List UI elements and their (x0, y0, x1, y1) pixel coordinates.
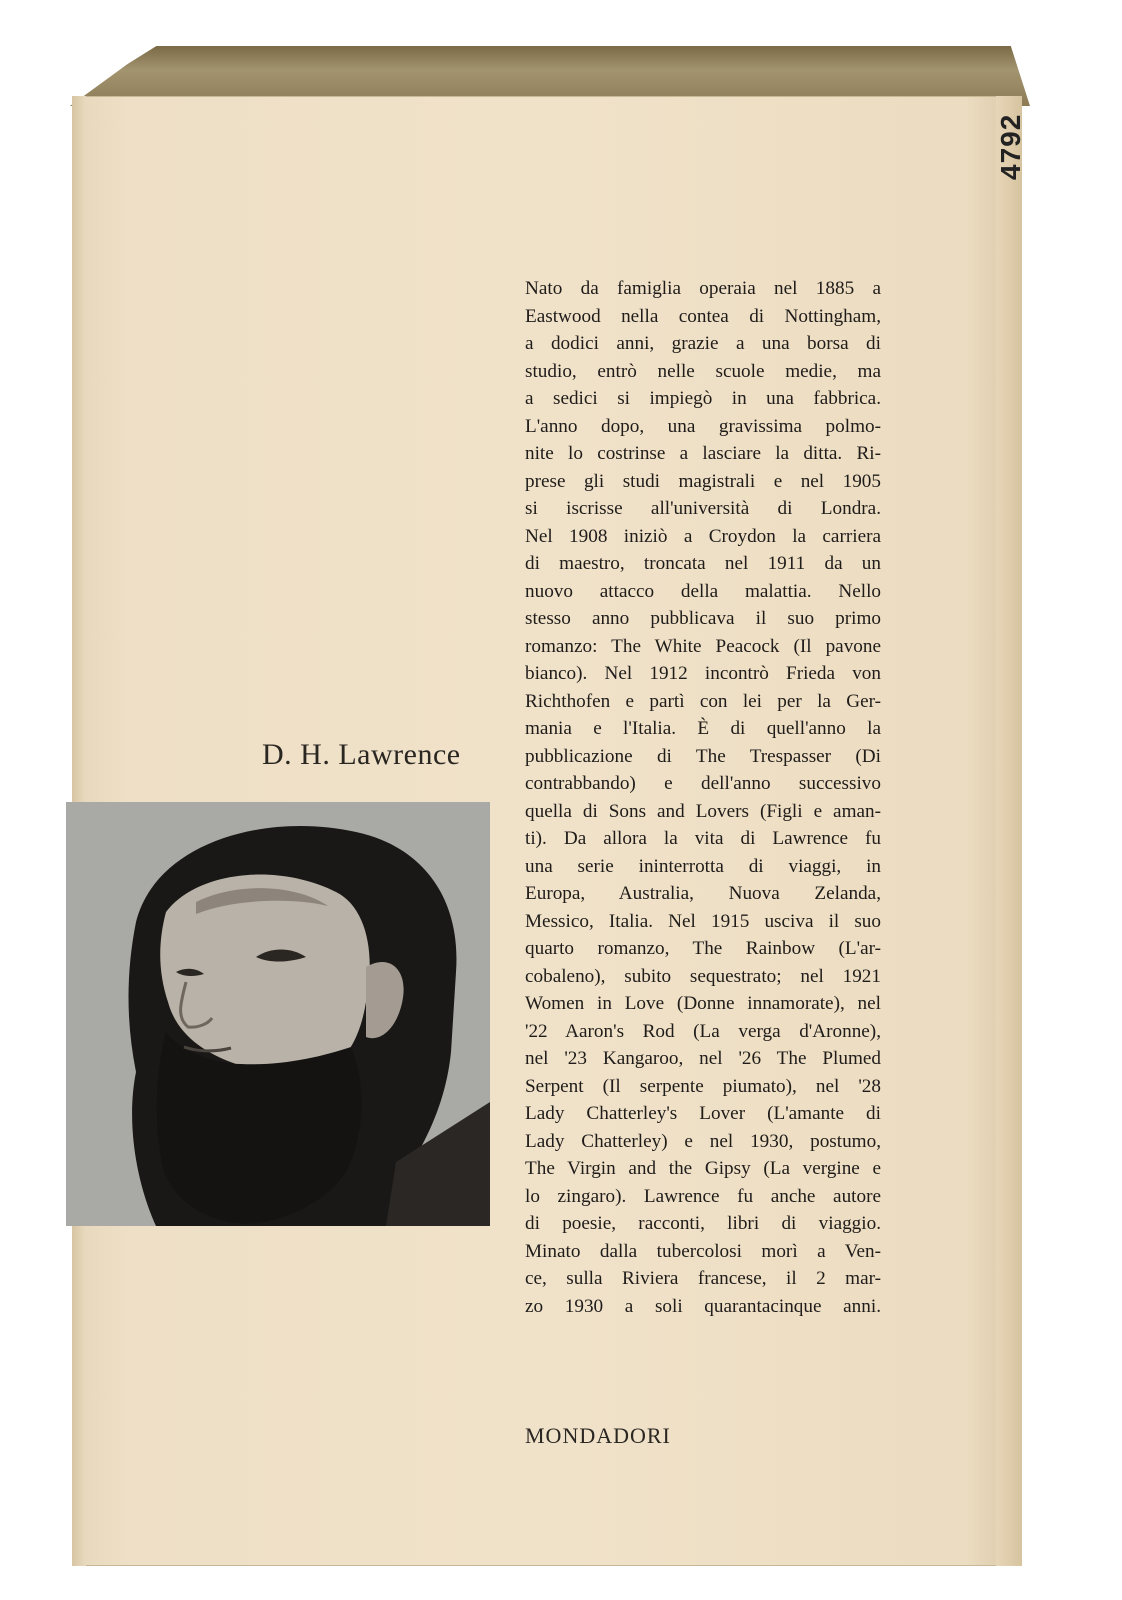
bio-line: Nato da famiglia operaia nel 1885 a (525, 278, 881, 299)
bio-line: quella di Sons and Lovers (Figli e aman- (525, 800, 881, 822)
bio-line: nel '23 Kangaroo, nel '26 The Plumed (525, 1048, 881, 1069)
bio-line: contrabbando) e dell'anno successivo (525, 773, 881, 794)
bio-line: Women in Love (Donne innamorate), nel (525, 993, 881, 1014)
bio-line: Minato dalla tubercolosi morì a Ven- (525, 1240, 881, 1262)
bio-line: Messico, Italia. Nel 1915 usciva il suo (525, 910, 881, 932)
spine-strip (996, 96, 1022, 1566)
bio-line: '22 Aaron's Rod (La verga d'Aronne), (525, 1020, 881, 1042)
bio-line: ti). Da allora la vita di Lawrence fu (525, 828, 881, 849)
bio-line: The Virgin and the Gipsy (La vergine e (525, 1158, 881, 1179)
publisher-name: MONDADORI (525, 1423, 671, 1448)
bio-line: bianco). Nel 1912 incontrò Frieda von (525, 663, 881, 684)
bio-line: Nel 1908 iniziò a Croydon la carriera (525, 525, 881, 547)
bio-line: prese gli studi magistrali e nel 1905 (525, 470, 881, 492)
portrait-icon (66, 802, 490, 1226)
bio-line: lo zingaro). Lawrence fu anche autore (525, 1185, 881, 1207)
bio-line: Lady Chatterley's Lover (L'amante di (525, 1103, 881, 1124)
bio-line: Europa, Australia, Nuova Zelanda, (525, 883, 881, 904)
bio-line: di maestro, troncata nel 1911 da un (525, 553, 881, 574)
author-name: D. H. Lawrence (262, 738, 461, 771)
bio-line: Eastwood nella contea di Nottingham, (525, 305, 881, 327)
bio-line: romanzo: The White Peacock (Il pavone (525, 635, 881, 657)
bio-line: di poesie, racconti, libri di viaggio. (525, 1213, 881, 1234)
bio-line: una serie ininterrotta di viaggi, in (525, 855, 881, 877)
bio-line: si iscrisse all'università di Londra. (525, 498, 881, 519)
bio-line: stesso anno pubblicava il suo primo (525, 608, 881, 629)
bio-line: nite lo costrinse a lasciare la ditta. Ri- (525, 443, 881, 464)
bio-line: nuovo attacco della malattia. Nello (525, 580, 881, 602)
bio-line: Serpent (Il serpente piumato), nel '28 (525, 1075, 881, 1097)
bio-line: ce, sulla Riviera francese, il 2 mar- (525, 1268, 881, 1289)
bio-line: zo 1930 a soli quarantacinque anni. (525, 1295, 881, 1317)
bio-line: a dodici anni, grazie a una borsa di (525, 333, 881, 354)
bio-line: quarto romanzo, The Rainbow (L'ar- (525, 938, 881, 959)
bio-line: studio, entrò nelle scuole medie, ma (525, 360, 881, 382)
author-portrait (66, 802, 490, 1226)
catalog-number: 4792 (995, 113, 1026, 180)
bio-line: L'anno dopo, una gravissima polmo- (525, 415, 881, 437)
bio-line: mania e l'Italia. È di quell'anno la (525, 718, 881, 739)
bio-line: Richthofen e partì con lei per la Ger- (525, 690, 881, 712)
bio-line: pubblicazione di The Trespasser (Di (525, 745, 881, 767)
bio-line: a sedici si impiegò in una fabbrica. (525, 388, 881, 409)
bio-line: cobaleno), subito sequestrato; nel 1921 (525, 965, 881, 987)
bio-line: Lady Chatterley) e nel 1930, postumo, (525, 1130, 881, 1152)
author-biography (525, 275, 881, 1320)
